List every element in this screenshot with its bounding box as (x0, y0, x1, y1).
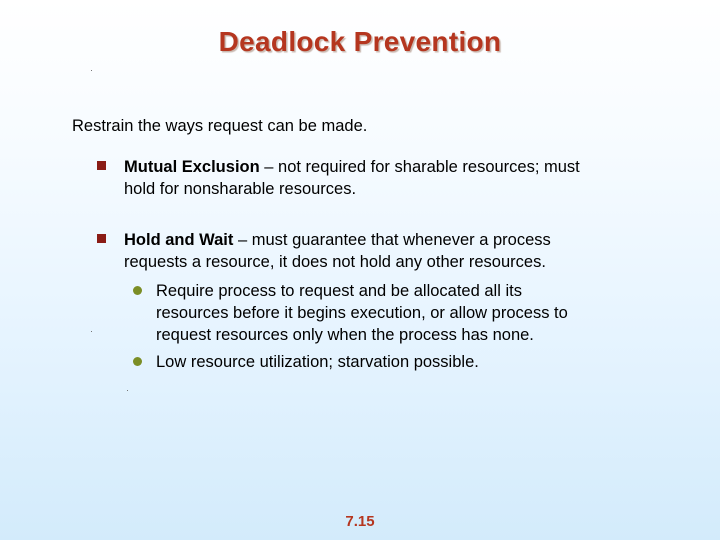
stray-dot (91, 331, 92, 332)
bullet-mutual-exclusion (97, 156, 607, 200)
sub-bullet-text: Require process to request and be allocated all its resources before it begins execution, or allow process to request resources only when the process has none. (156, 282, 568, 344)
bullet-heading: Hold and Wait (124, 231, 234, 249)
bullet-body: – must guarantee that whenever a process requests a resource, it does not hold any other resources. (124, 231, 551, 271)
bullet-text (124, 156, 607, 200)
sub-bullet-low-utilization (133, 351, 593, 373)
bullet-text (124, 229, 607, 273)
round-bullet-icon (133, 357, 142, 366)
bullet-hold-and-wait (97, 229, 607, 273)
stray-dot (91, 70, 92, 71)
page-number: 7.15 (345, 513, 375, 530)
intro-text: Restrain the ways request can be made. (72, 117, 368, 135)
sub-bullet-text: Low resource utilization; starvation possible. (156, 353, 479, 371)
slide-title: Deadlock Prevention (218, 26, 502, 57)
square-bullet-icon (97, 234, 106, 243)
bullet-heading: Mutual Exclusion (124, 158, 260, 176)
stray-dot (127, 390, 128, 391)
square-bullet-icon (97, 161, 106, 170)
sub-bullet-require-process (133, 280, 593, 346)
round-bullet-icon (133, 286, 142, 295)
bullet-body: – not required for sharable resources; must hold for nonsharable resources. (124, 158, 580, 198)
